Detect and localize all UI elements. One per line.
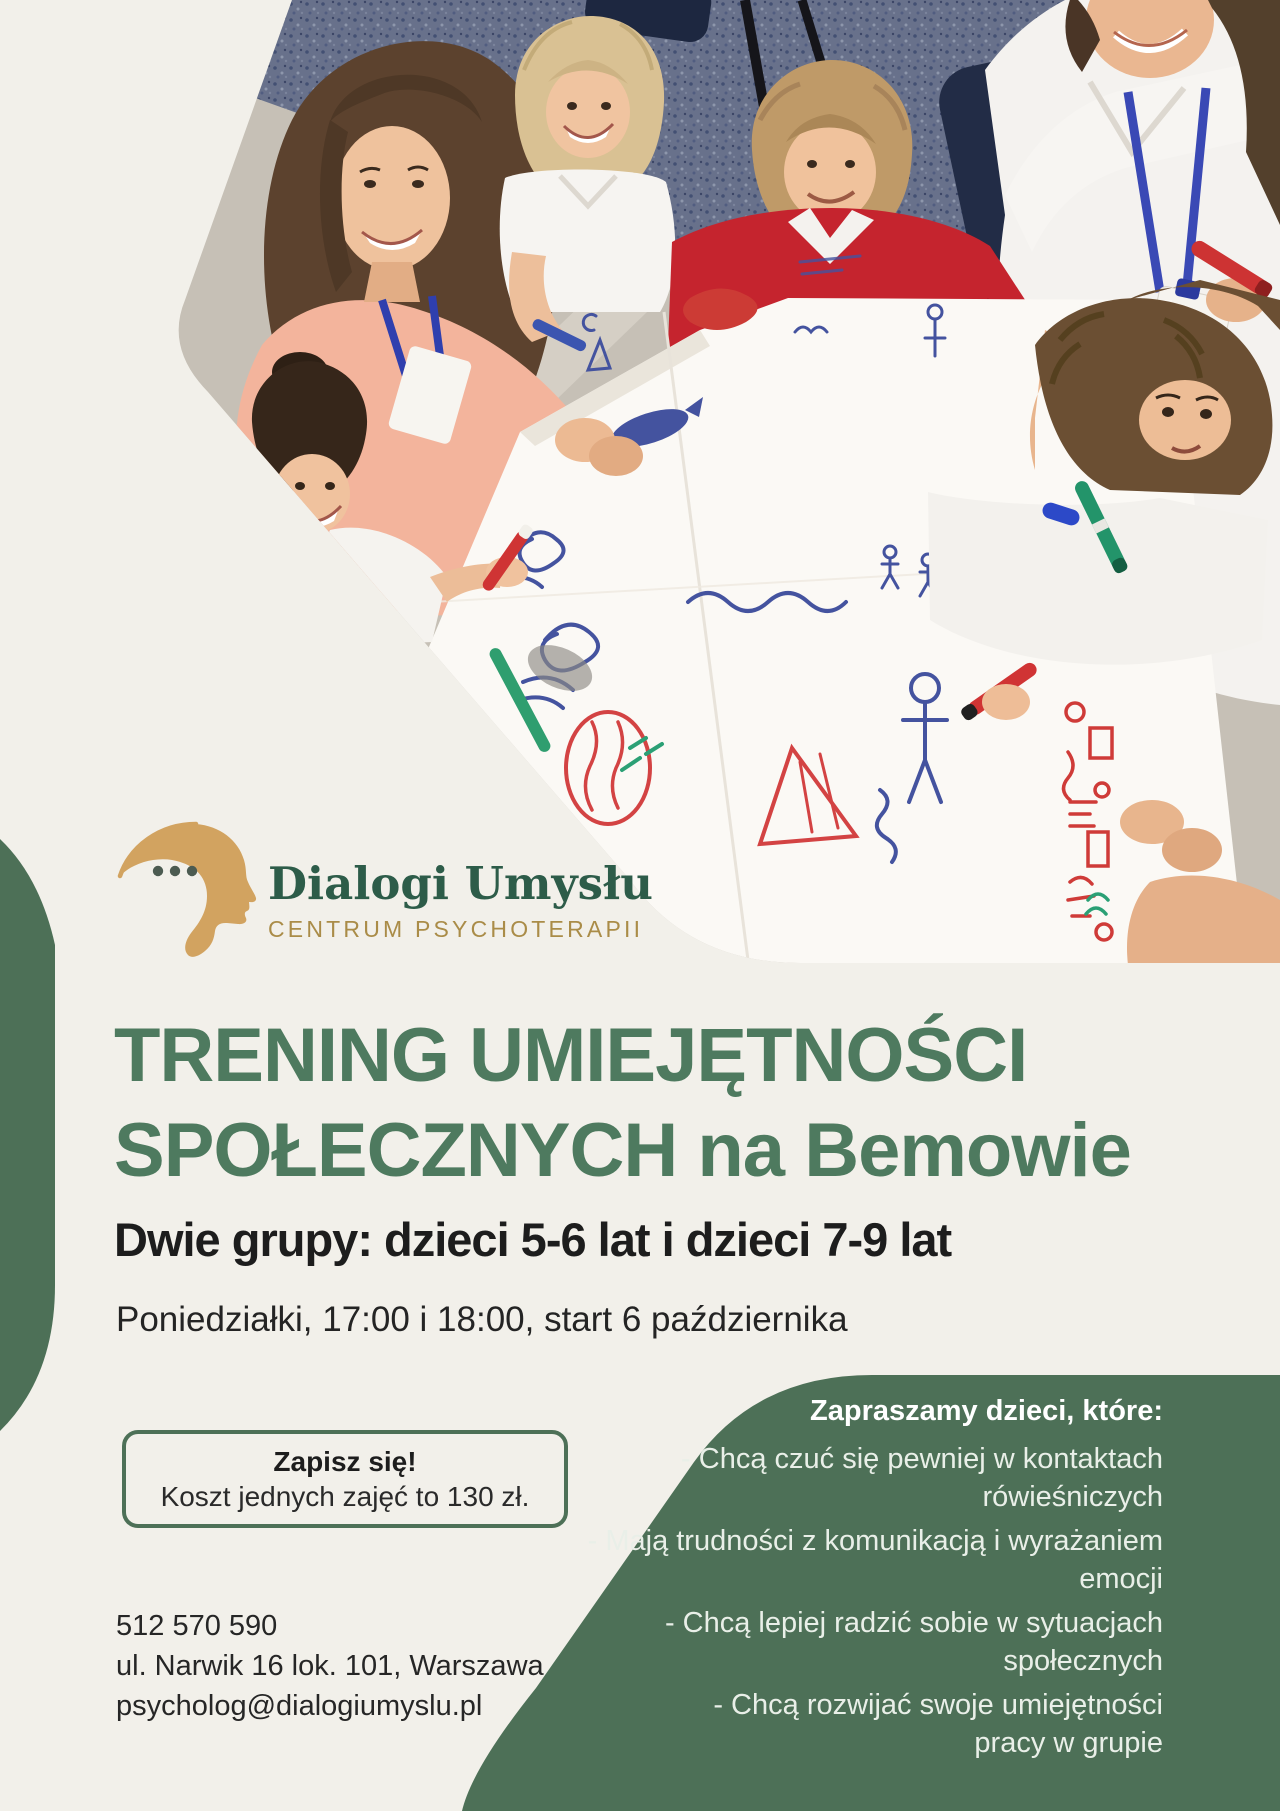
schedule-line: Poniedziałki, 17:00 i 18:00, start 6 października <box>116 1300 848 1339</box>
signup-price: Koszt jednych zajęć to 130 zł. <box>160 1481 530 1512</box>
page-title <box>114 1008 1234 1198</box>
signup-heading: Zapisz się! <box>273 1446 417 1477</box>
logo-speech-dots <box>153 866 197 876</box>
contact-address: ul. Narwik 16 lok. 101, Warszawa <box>116 1650 544 1682</box>
page-title-line1: TRENING UMIEJĘTNOŚCI <box>114 1013 1028 1098</box>
logo-text-block <box>268 858 788 943</box>
contact-email: psycholog@dialogiumyslu.pl <box>116 1690 483 1722</box>
logo-name: Dialogi Umysłu <box>268 857 653 910</box>
girl-top <box>500 16 675 353</box>
brand-logo <box>108 812 260 964</box>
invite-line: emocji <box>1079 1563 1163 1595</box>
invite-line: - Chcą rozwijać swoje umiejętności <box>713 1689 1163 1721</box>
logo-face-icon <box>108 812 260 964</box>
invite-line: - Chcą lepiej radzić sobie w sytuacjach <box>664 1607 1163 1639</box>
invite-heading: Zapraszamy dzieci, które: <box>810 1395 1163 1427</box>
invite-panel <box>523 1392 1163 1768</box>
invite-item <box>523 1440 1163 1516</box>
invite-line: społecznych <box>1003 1645 1163 1677</box>
invite-item <box>523 1604 1163 1680</box>
logo-tagline: CENTRUM PSYCHOTERAPII <box>268 916 644 942</box>
invite-item <box>523 1686 1163 1762</box>
groups-subtitle: Dwie grupy: dzieci 5-6 lat i dzieci 7-9 lat <box>114 1213 952 1266</box>
invite-line: - Chcą czuć się pewniej w kontaktach <box>681 1443 1163 1475</box>
contact-phone: 512 570 590 <box>116 1610 278 1642</box>
invite-line: rówieśniczych <box>982 1481 1163 1513</box>
page-title-line2: SPOŁECZNYCH na Bemowie <box>114 1108 1131 1193</box>
left-accent-shape <box>0 833 58 1433</box>
invite-line: pracy w grupie <box>974 1727 1163 1759</box>
invite-line: - Mają trudności z komunikacją i wyrażaniem <box>587 1525 1163 1557</box>
invite-item <box>523 1522 1163 1598</box>
